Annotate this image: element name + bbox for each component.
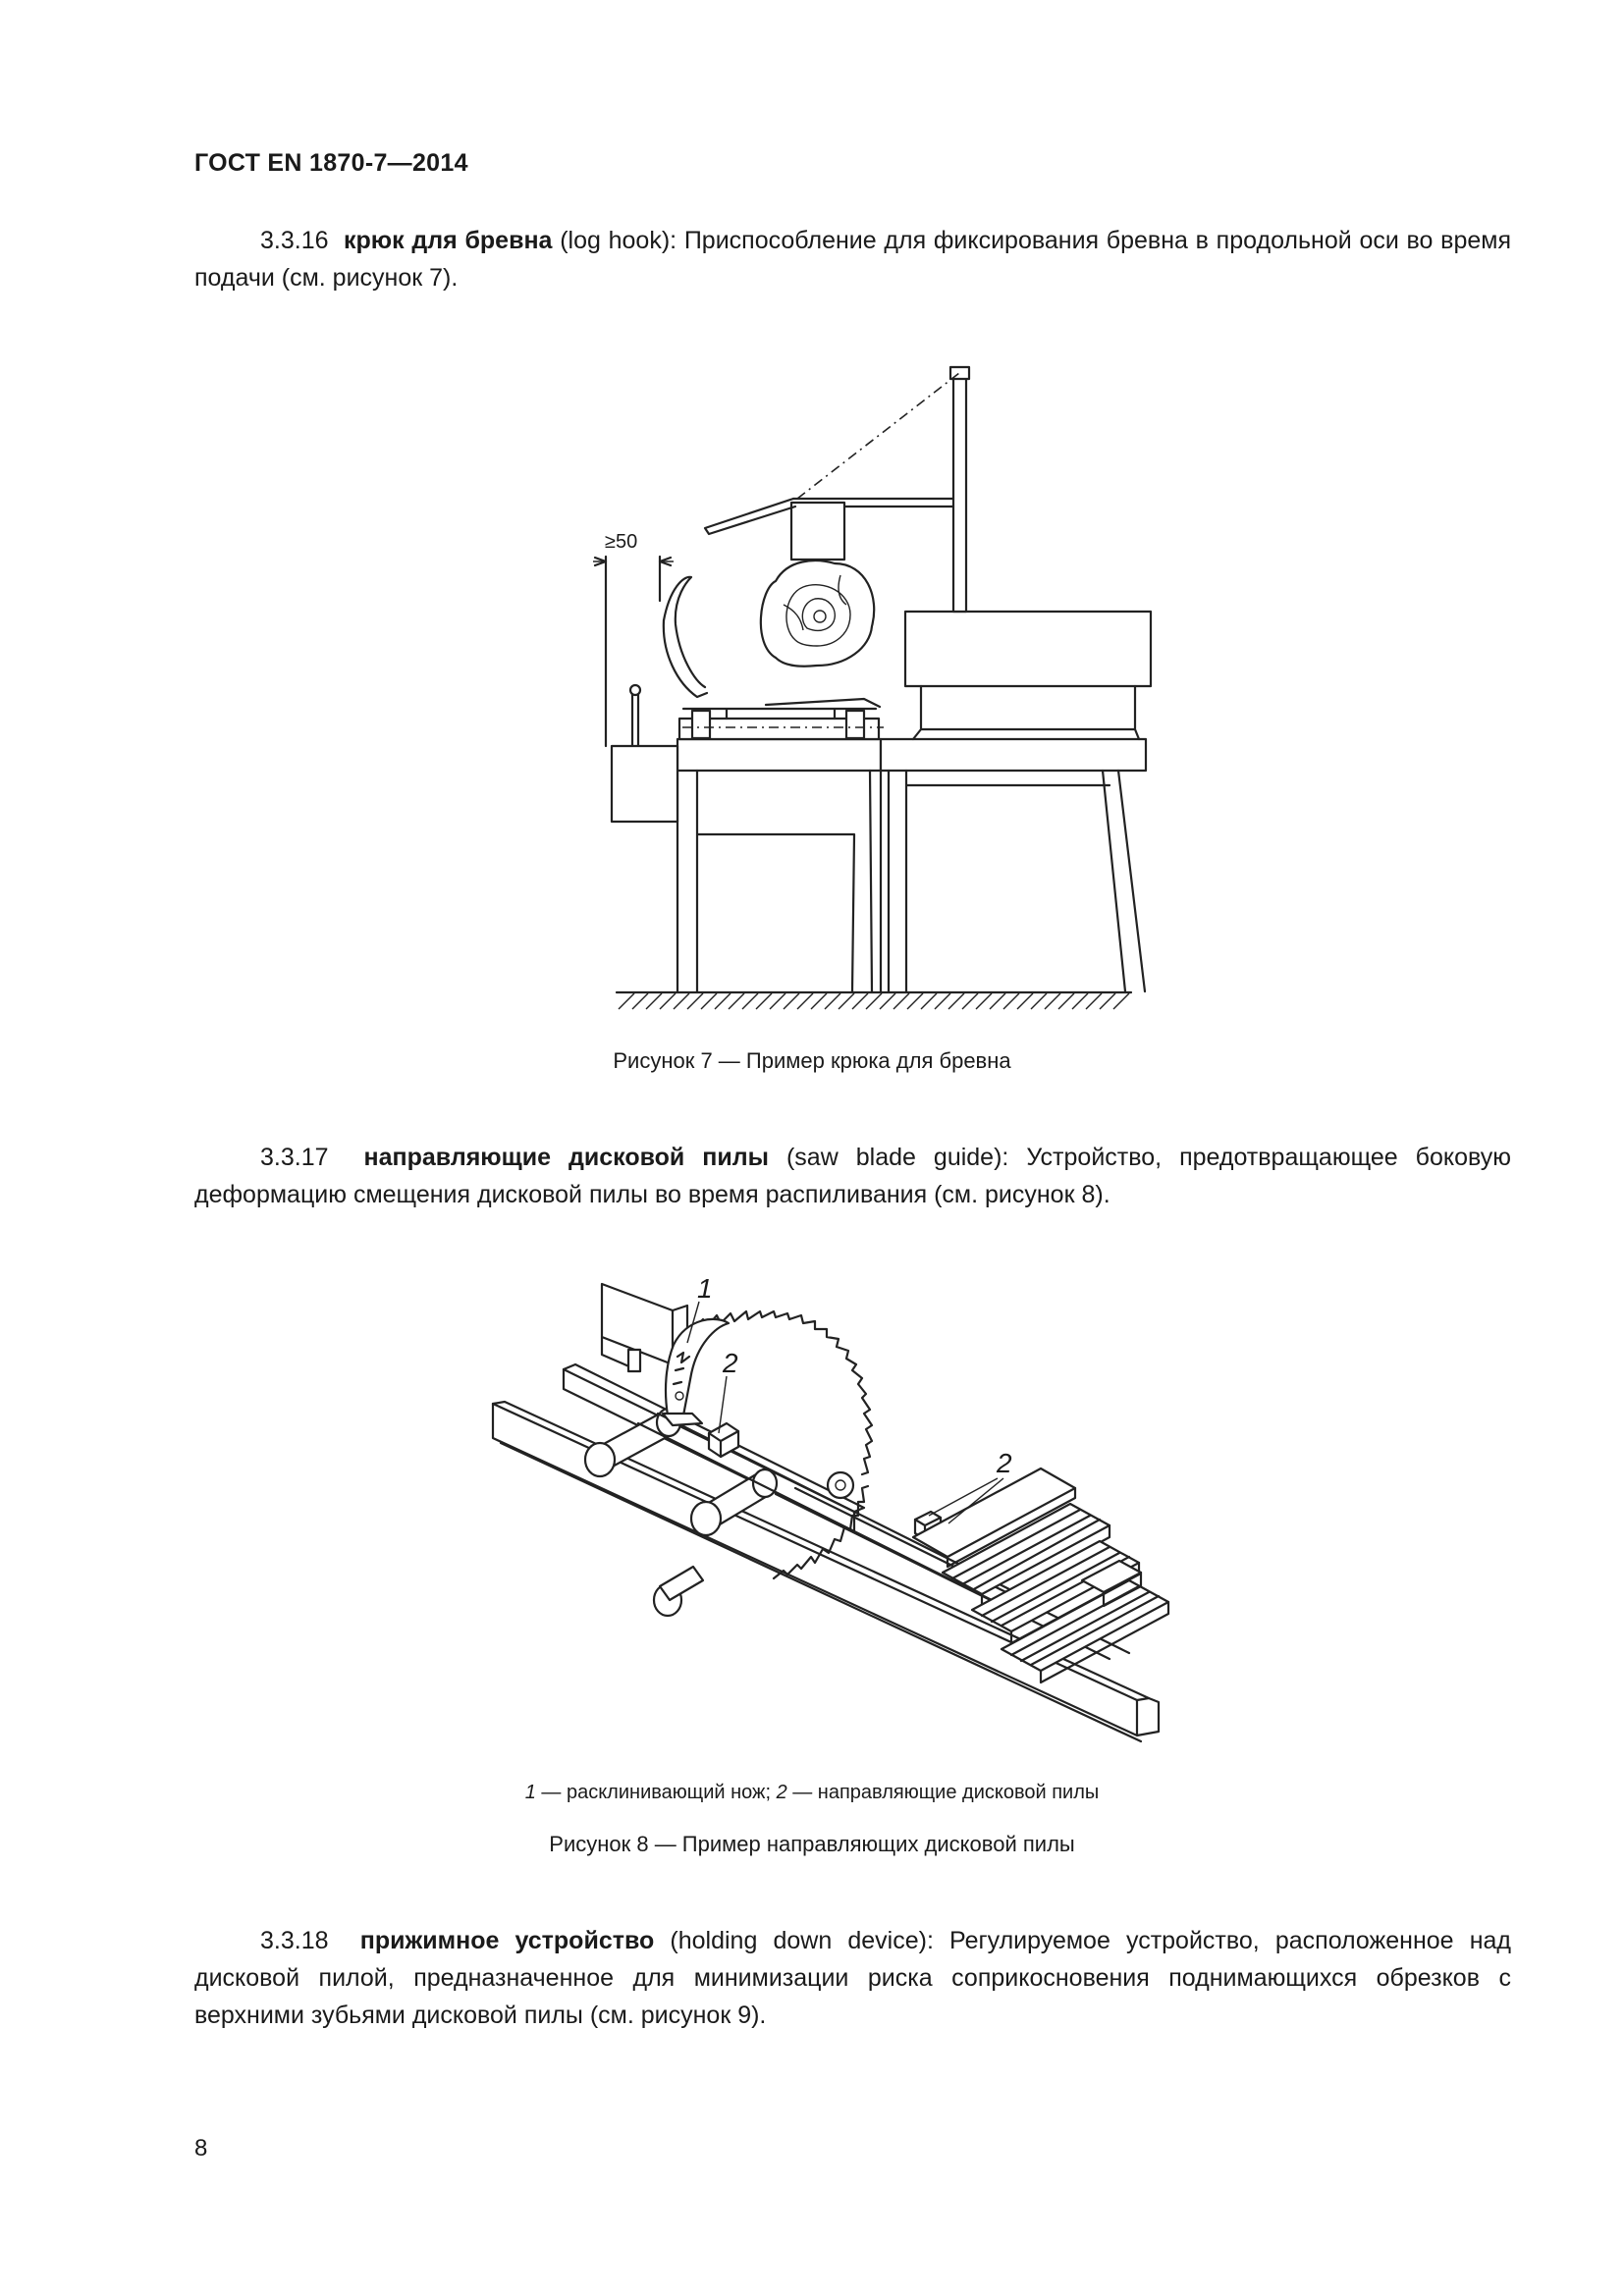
section-text: (saw blade guide): Устройство, предотвращающее боковую деформацию смещения дисковой пилы во время распиливания (см. рисунок 8). (194, 1144, 1511, 1208)
section-3-3-16 (194, 222, 1511, 296)
callout-2-lower: 2 (997, 1448, 1012, 1478)
section-number: 3.3.18 (260, 1927, 329, 1954)
callout-2-upper: 2 (723, 1348, 738, 1378)
legend-text-1: — расклинивающий нож; (535, 1782, 777, 1803)
section-number: 3.3.17 (260, 1144, 329, 1171)
legend-number-1: 1 (524, 1782, 536, 1803)
figure-7-log-hook-drawing (589, 353, 1159, 1021)
section-term: крюк для бревна (344, 227, 553, 254)
figure-8-legend (0, 1782, 1624, 1804)
dimension-label: ≥50 (605, 531, 638, 553)
legend-text-2: — направляющие дисковой пилы (786, 1782, 1100, 1803)
figure-7-caption: Рисунок 7 — Пример крюка для бревна (613, 1048, 1011, 1073)
section-3-3-18 (194, 1922, 1511, 2034)
section-term: направляющие дисковой пилы (363, 1144, 769, 1171)
document-header: ГОСТ EN 1870-7—2014 (194, 149, 468, 177)
section-number: 3.3.16 (260, 227, 329, 254)
section-term: прижимное устройство (359, 1927, 655, 1954)
figure-8-caption: Рисунок 8 — Пример направляющих дисковой пилы (549, 1832, 1075, 1856)
section-text: (log hook): Приспособление для фиксирования бревна в продольной оси во время подачи (см. рисунок 7). (194, 227, 1511, 292)
section-3-3-17 (194, 1139, 1511, 1213)
page-number: 8 (194, 2135, 208, 2162)
section-text: (holding down device): Регулируемое устройство, расположенное над дисковой пилой, предназначенное для минимизации риска соприкосновения поднимающихся обрезков с верхними зубьями дисковой пилы (см. рисунок 9). (194, 1927, 1511, 2029)
legend-number-2: 2 (776, 1782, 787, 1803)
figure-8-saw-blade-guide-drawing (481, 1266, 1247, 1757)
callout-1: 1 (697, 1273, 713, 1304)
